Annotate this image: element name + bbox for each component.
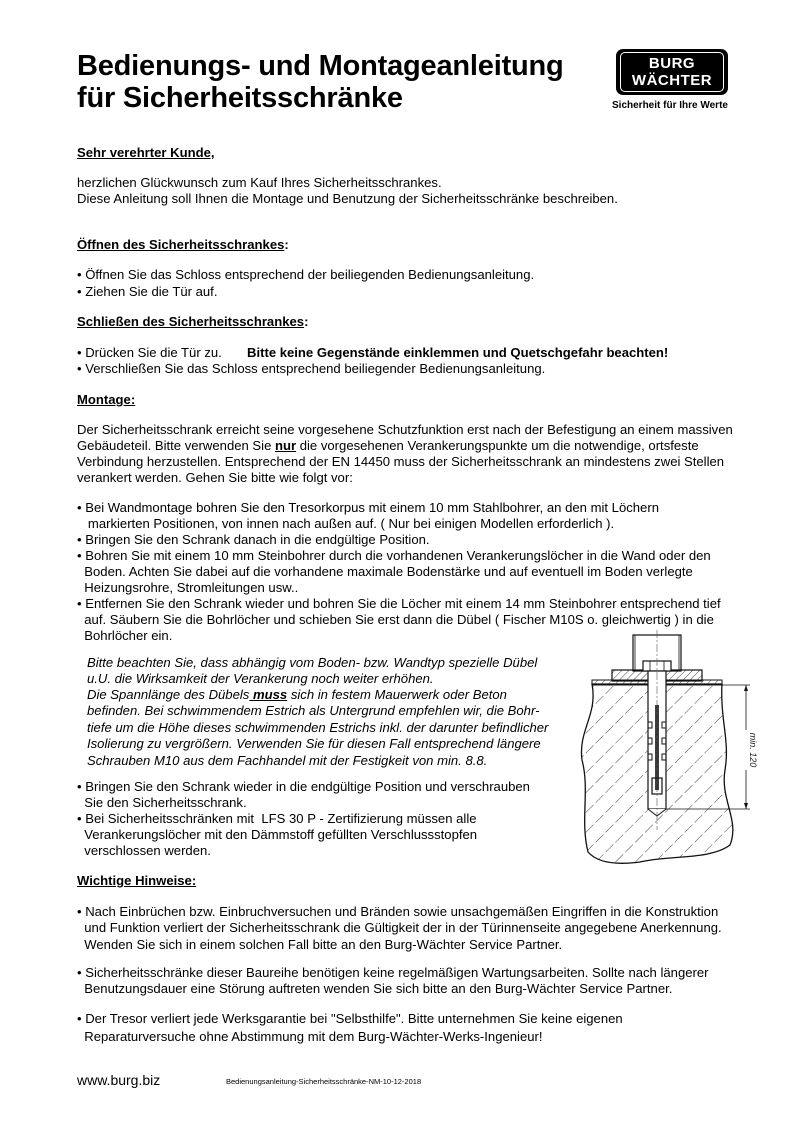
logo-line-1: BURG [648,55,696,72]
montage-step: • Bei Wandmontage bohren Sie den Tresorkorpus mit einem 10 mm Stahlbohrer, an den mit Löchern markierten Positionen, von innen nach außen auf. ( Nur bei einigen Modellen erforderlich ). [77,500,659,531]
oeffnen-item-1: • Öffnen Sie das Schloss entsprechend der beiliegenden Bedienungsanleitung. [77,267,535,282]
schliessen-heading: Schließen des Sicherheitsschrankes: [77,314,309,329]
greeting-line-1: herzlichen Glückwunsch zum Kauf Ihres Sicherheitsschrankes. [77,175,442,190]
hinweise-item: • Nach Einbrüchen bzw. Einbruchversuchen und Bränden sowie unsachgemäßen Eingriffen in die Konstruktion und Funktion verliert der Sicherheitsschrank die Gültigkeit der in der Türinnenseite angegebene Anerkennung. Wenden Sie sich in einem solchen Fall bitte an den Burg-Wächter Service Partner. [77,904,722,952]
montage-step: • Entfernen Sie den Schrank wieder und bohren Sie die Löcher mit einem 14 mm Steinbohrer entsprechend tief auf. Säubern Sie die Bohrlöcher und schieben Sie erst dann die Dübel ( Fischer M10S o. gleichwertig ) in die Bohrlöcher ein. [77,596,721,643]
schliessen-warning: Bitte keine Gegenstände einklemmen und Quetschgefahr beachten! [247,345,669,360]
emphasis-nur: nur [275,438,297,453]
anchor-diagram [570,630,770,870]
hinweise-item: • Der Tresor verliert jede Werksgarantie bei "Selbsthilfe". Bitte unternehmen Sie keine eigenen Reparaturversuche ohne Abstimmung mit dem Burg-Wächter-Werks-Ingenieur! [77,1011,623,1044]
montage-heading: Montage: [77,392,136,407]
montage-step: • Bringen Sie den Schrank danach in die endgültige Position. [77,532,430,547]
montage-step: • Bohren Sie mit einem 10 mm Steinbohrer durch die vorhandenen Verankerungslöcher in die Wand oder den Boden. Achten Sie dabei auf die vorhandene maximale Bodenstärke und auf eventuell im Boden verlegte Heizungsrohre, Stromleitungen usw.. [77,548,711,595]
page-title [77,50,564,114]
schliessen-item-2: • Verschließen Sie das Schloss entsprechend beiliegender Bedienungsanleitung. [77,361,546,376]
title-line-1: Bedienungs- und Montageanleitung [77,50,564,82]
hinweise-item: • Sicherheitsschränke dieser Baureihe benötigen keine regelmäßigen Wartungsarbeiten. Sollte nach längerer Benutzungsdauer eine Störung auftreten wenden Sie sich bitte an den Burg-Wächter Service Partner. [77,965,709,996]
greeting-line-2: Diese Anleitung soll Ihnen die Montage und Benutzung der Sicherheitsschränke beschreiben. [77,191,618,206]
oeffnen-item-2: • Ziehen Sie die Tür auf. [77,284,218,299]
logo-tagline: Sicherheit für Ihre Werte [612,100,728,111]
montage-steps [77,500,721,644]
title-line-2: für Sicherheitsschränke [77,82,403,114]
emphasis-muss: muss [249,687,288,702]
burg-waechter-logo [614,49,736,113]
footer-document-id: Bedienungsanleitung-Sicherheitsschränke-NM-10-12-2018 [226,1077,422,1086]
hinweise-heading: Wichtige Hinweise: [77,873,197,888]
svg-text:min. 120: min. 120 [748,732,758,768]
schliessen-item-1: • Drücken Sie die Tür zu. [77,345,222,360]
logo-line-2: WÄCHTER [631,72,713,89]
logo-badge [616,49,728,95]
dowel-cross-section-icon [570,630,770,870]
montage-final-steps [77,779,530,859]
dowel-note: Bitte beachten Sie, dass abhängig vom Boden- bzw. Wandtyp spezielle Dübel u.U. die Wirksamkeit der Verankerung noch weiter erhöhen. Die Spannlänge des Dübels muss sich in festem Mauerwerk oder Beton befinden. Bei schwimmendem Estrich als Untergrund empfehlen wir, die Bohr- tiefe um die Höhe dieses schwimmenden Estrichs inkl. der darunter befindlicher Isolierung zu vergrößern. Verwenden Sie für diesen Fall entsprechend längere Schrauben M10 aus dem Fachhandel mit der Festigkeit von min. 8.8. [87,655,549,768]
greeting-heading: Sehr verehrter Kunde, [77,145,215,160]
montage-step: • Bringen Sie den Schrank wieder in die endgültige Position und verschrauben Sie den Sicherheitsschrank. [77,779,530,810]
oeffnen-heading: Öffnen des Sicherheitsschrankes: [77,237,289,252]
montage-step: • Bei Sicherheitsschränken mit LFS 30 P - Zertifizierung müssen alle Verankerungslöcher mit den Dämmstoff gefüllten Verschlussstopfen verschlossen werden. [77,811,478,858]
footer-website-link[interactable]: www.burg.biz [77,1072,161,1088]
montage-intro: Der Sicherheitsschrank erreicht seine vorgesehene Schutzfunktion erst nach der Befestigung an einem massiven Gebäudeteil. Bitte verwenden Sie nur die vorgesehenen Verankerungspunkte um die notwendige, ortsfeste Verbindung herzustellen. Entsprechend der EN 14450 muss der Sicherheitsschrank an mindestens zwei Stellen verankert werden. Gehen Sie bitte wie folgt vor: [77,422,733,485]
